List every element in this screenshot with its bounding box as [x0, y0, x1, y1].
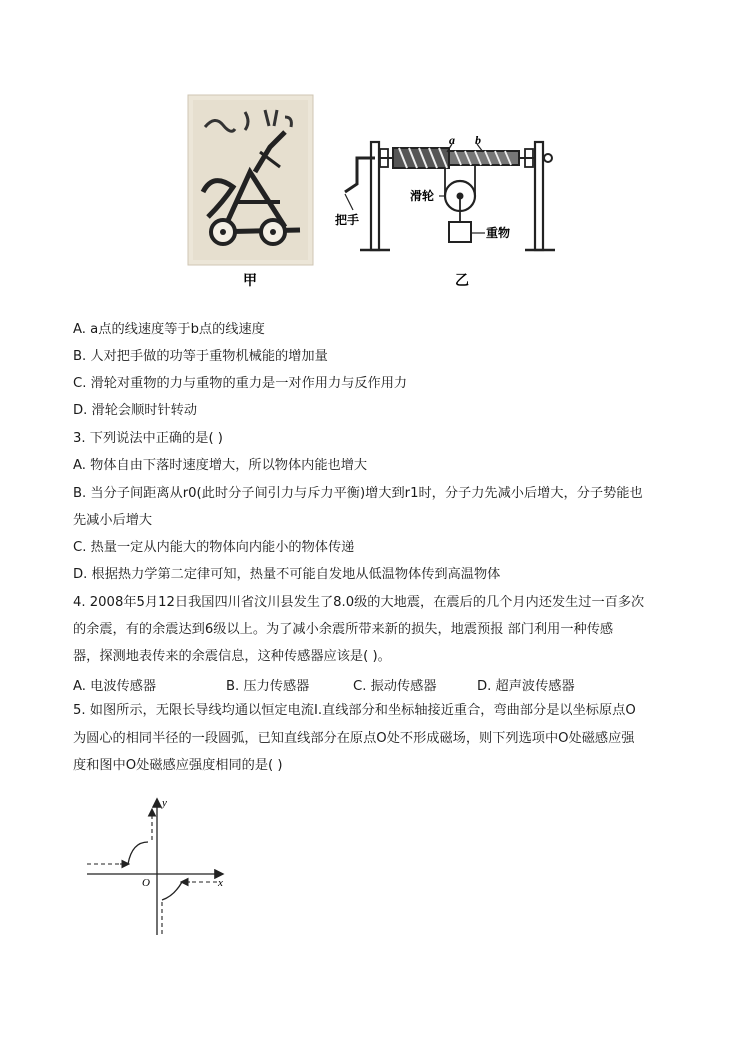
- q4-option-a: A. 电波传感器: [73, 679, 157, 694]
- label-pulley: 滑轮: [410, 189, 435, 203]
- q3-option-d: D. 根据热力学第二定律可知，热量不可能自发地从低温物体传到高温物体: [73, 567, 501, 582]
- figure-wire-axes: [82, 790, 232, 938]
- axis-x-label: x: [218, 877, 223, 889]
- q3-stem: 3. 下列说法中正确的是( ): [73, 431, 223, 446]
- q5-stem-line1: 5. 如图所示，无限长导线均通以恒定电流I.直线部分和坐标轴接近重合，弯曲部分是以坐标原点O: [73, 703, 636, 718]
- q4-option-d: D. 超声波传感器: [477, 679, 575, 694]
- q2-option-d: D. 滑轮会顺时针转动: [73, 403, 198, 418]
- figure-jia-photo: [188, 95, 313, 265]
- q4-option-b: B. 压力传感器: [226, 679, 310, 694]
- q3-option-b-cont: 先减小后增大: [73, 513, 153, 528]
- q4-stem-line2: 的余震，有的余震达到6级以上。为了减小余震所带来新的损失，地震预报 部门利用一种传感: [73, 622, 614, 637]
- q5-stem-line3: 度和图中O处磁感应强度相同的是( ): [73, 758, 283, 773]
- q5-stem-line2: 为圆心的相同半径的一段圆弧，已知直线部分在原点O处不形成磁场，则下列选项中O处磁感应强: [73, 731, 635, 746]
- label-b: b: [475, 133, 481, 147]
- origin-label: O: [142, 877, 150, 889]
- figure-catapult-and-winch: [185, 92, 585, 297]
- q4-stem-line1: 4. 2008年5月12日我国四川省汶川县发生了8.0级的大地震，在震后的几个月内还发生过一百多次: [73, 595, 645, 610]
- q2-option-a: A. a点的线速度等于b点的线速度: [73, 322, 265, 337]
- figure-yi-caption: 乙: [455, 273, 469, 289]
- q2-option-c: C. 滑轮对重物的力与重物的重力是一对作用力与反作用力: [73, 376, 408, 391]
- figure-jia-caption: 甲: [243, 273, 257, 289]
- q2-option-b: B. 人对把手做的功等于重物机械能的增加量: [73, 349, 328, 364]
- q4-stem-line3: 器，探测地表传来的余震信息，这种传感器应该是( )。: [73, 649, 391, 664]
- q4-option-c: C. 振动传感器: [353, 679, 437, 694]
- q3-option-b: B. 当分子间距离从r0(此时分子间引力与斥力平衡)增大到r1时，分子力先减小后增大，分子势能也: [73, 486, 643, 501]
- label-a: a: [449, 133, 455, 147]
- label-weight: 重物: [486, 226, 511, 240]
- label-handle: 把手: [335, 213, 360, 227]
- figure-yi-diagram: [345, 142, 555, 250]
- q3-option-c: C. 热量一定从内能大的物体向内能小的物体传递: [73, 540, 355, 555]
- axis-y-label: y: [162, 797, 167, 809]
- q3-option-a: A. 物体自由下落时速度增大，所以物体内能也增大: [73, 458, 368, 473]
- q4-options: [73, 675, 673, 693]
